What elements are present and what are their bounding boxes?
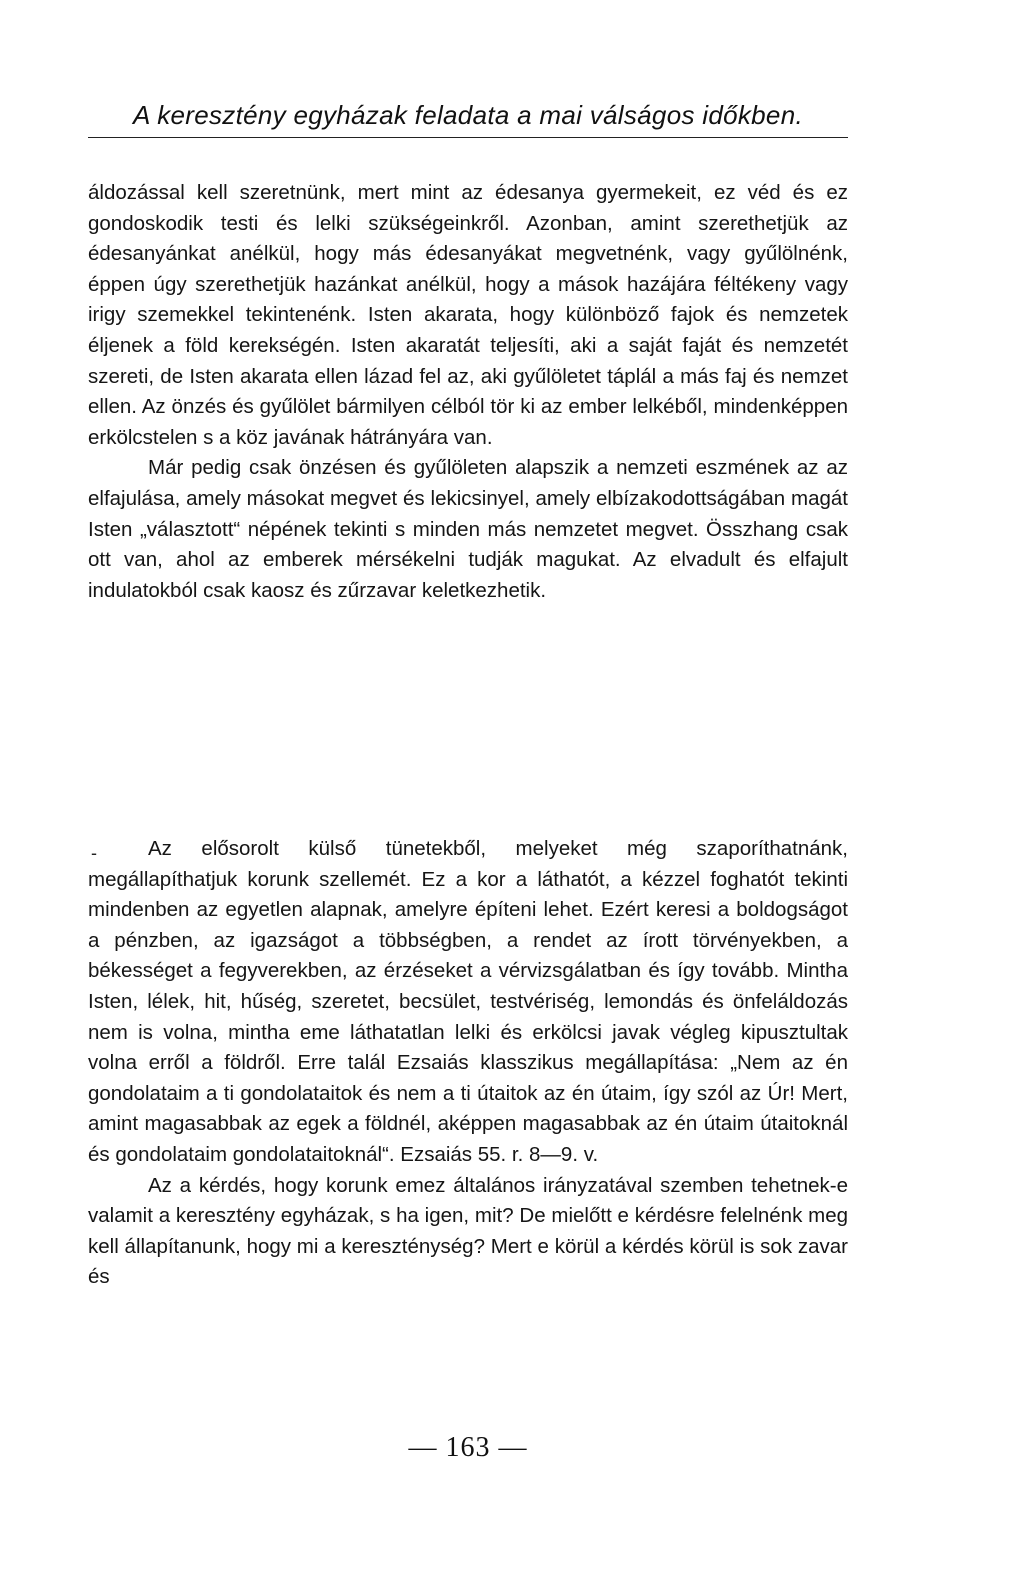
paragraph: áldozással kell szeretnünk, mert mint az édesanya gyermekeit, ez véd és ez gondoskodik testi és lelki szükségeinkről. Azonban, amint szerethetjük az édesanyánkat anélkül, hogy más édesanyákat megvetnénk, vagy gyűlölnénk, éppen úgy szerethetjük hazánkat anélkül, hogy a mások hazájára féltékeny vagy irigy szemekkel tekintenénk. Isten akarata, hogy különböző fajok és nemzetek éljenek a föld kerekségén. Isten akaratát teljesíti, aki a saját faját és nemzetét szereti, de Isten akarata ellen lázad fel az, aki gyűlöletet táplál a más faj és nemzet ellen. Az önzés és gyűlölet bármilyen célból tör ki az ember lelkéből, mindenképpen erkölcstelen s a köz javának hátrányára van. [88, 181, 848, 449]
paragraph: Az a kérdés, hogy korunk emez általános irányzatával szemben tehetnek-e valamit a keresztény egyházak, s ha igen, mit? De mielőtt e kérdésre felelnénk meg kell állapítanunk, hogy mi a kereszténység? Mert e körül a kérdés körül is sok zavar és [88, 1173, 848, 1289]
running-header-title: A keresztény egyházak feladata a mai válságos időkben. [133, 100, 803, 130]
paragraph: Az elősorolt külső tünetekből, melyeket még szaporíthatnánk, megállapíthatjuk korunk szellemét. Ez a kor a láthatót, a kézzel foghatót tekinti mindenben az egyetlen alapnak, amelyre építeni lehet. Ezért keresi a boldogságot a pénzben, az igazságot a többségben, a rendet az írott törvényekben, a békességet a fegyverekben, az érzéseket a vérvizsgálatban és így tovább. Mintha Isten, lélek, hit, hűség, szeretet, becsület, testvériség, lemondás és önfeláldozás nem is volna, mintha eme láthatatlan lelki és erkölcsi javak végleg kipusztultak volna erről a földről. Erre talál Ezsaiás klasszikus megállapítása: „Nem az én gondolataim a ti gondolataitok és nem a ti útaitok az én útaim, így szól az Úr! Mert, amint magasabbak az egek a földnél, aképpen magasabbak az én útaim útaitoknál és gondolataim gondolataitoknál“. Ezsaiás 55. r. 8—9. v. [88, 837, 848, 1166]
running-header [88, 100, 848, 138]
text-block-upper [88, 178, 848, 606]
paragraph: Már pedig csak önzésen és gyűlöleten alapszik a nemzeti eszmének az az elfajulása, amely másokat megvet és lekicsinyel, amely elbízakodottságában magát Isten „választott“ népének tekinti s minden más nemzetet megvet. Összhang csak ott van, ahol az emberek mérsékelni tudják magukat. Az elvadult és elfajult indulatokból csak kaosz és zűrzavar keletkezhetik. [88, 456, 848, 602]
text-block-lower [88, 834, 848, 1293]
margin-dash-mark: - [91, 843, 97, 863]
page-number: — 163 — [408, 1432, 528, 1463]
header-rule [88, 137, 848, 138]
